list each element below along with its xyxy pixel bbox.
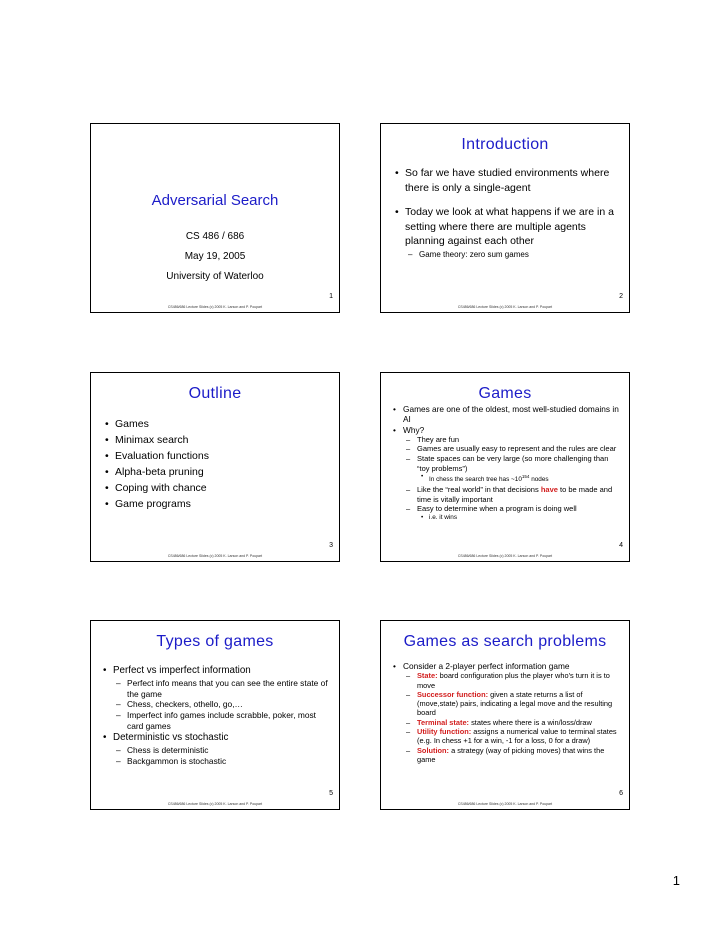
- slide-5-content: [103, 665, 329, 767]
- bullet: • Why?: [393, 425, 619, 435]
- sub-bullet: – Game theory: zero sum games: [395, 249, 619, 260]
- slide-footer: CS486/686 Lecture Slides (c) 2005 K. Larson and P. Poupart: [167, 554, 263, 558]
- slide-number: 3: [329, 542, 333, 549]
- outline-list: [105, 416, 329, 512]
- slide-3-title: Outline: [188, 385, 242, 402]
- slide-2-content: [395, 166, 619, 260]
- sub-bullet-solution: – Solution: a strategy (way of picking moves) that wins the game: [393, 746, 619, 765]
- outline-item: • Coping with chance: [105, 480, 329, 496]
- sub-bullet-utility: – Utility function: assigns a numerical value to terminal states (e.g. In chess +1 for a win, -1 for a loss, 0 for a draw): [393, 727, 619, 746]
- slide-footer: CS486/686 Lecture Slides (c) 2005 K. Larson and P. Poupart: [167, 305, 263, 309]
- slide-number: 4: [619, 542, 623, 549]
- slide-4-title: Games: [478, 385, 532, 402]
- sub-bullet: – Perfect info means that you can see the entire state of the game: [103, 678, 329, 700]
- sub-bullet-successor: – Successor function: given a state returns a list of (move,state) pairs, indicating a legal move and the resulting board: [393, 690, 619, 718]
- slide-footer: CS486/686 Lecture Slides (c) 2005 K. Larson and P. Poupart: [457, 554, 553, 558]
- sub-sub-bullet: • i.e. it wins: [393, 514, 619, 523]
- course-code: CS 486 / 686: [185, 231, 245, 242]
- slide-5-title: Types of games: [156, 633, 274, 650]
- page-number: 1: [672, 873, 680, 888]
- bullet: • Today we look at what happens if we are in a setting where there are multiple agents planning against each other: [395, 205, 619, 249]
- sub-bullet-state: – State: board configuration plus the player who's turn it is to move: [393, 671, 619, 690]
- sub-bullet: – Like the “real world” in that decisions have to be made and time is vitally important: [393, 485, 619, 504]
- outline-item: • Evaluation functions: [105, 448, 329, 464]
- sub-bullet: – Chess, checkers, othello, go,…: [103, 699, 329, 710]
- slide-footer: CS486/686 Lecture Slides (c) 2005 K. Larson and P. Poupart: [457, 305, 553, 309]
- outline-item: • Alpha-beta pruning: [105, 464, 329, 480]
- slide-2-title: Introduction: [461, 136, 549, 153]
- sub-bullet: – State spaces can be very large (so more challenging than “toy problems”): [393, 454, 619, 473]
- bullet: • Perfect vs imperfect information: [103, 665, 329, 678]
- bullet: • Games are one of the oldest, most well-studied domains in AI: [393, 404, 619, 425]
- outline-item: • Minimax search: [105, 432, 329, 448]
- slide-5: [90, 620, 340, 810]
- slide-number: 5: [329, 790, 333, 797]
- slide-4-content: [393, 404, 619, 522]
- sub-bullet: – Easy to determine when a program is doing well: [393, 504, 619, 514]
- slide-2: [380, 123, 630, 313]
- sub-bullet: – Imperfect info games include scrabble, poker, most card games: [103, 710, 329, 732]
- slide-footer: CS486/686 Lecture Slides (c) 2005 K. Larson and P. Poupart: [457, 802, 553, 806]
- university: University of Waterloo: [166, 271, 264, 282]
- lecture-date: May 19, 2005: [184, 251, 246, 262]
- slide-4: [380, 372, 630, 562]
- slide-1: [90, 123, 340, 313]
- outline-item: • Games: [105, 416, 329, 432]
- bullet: • So far we have studied environments where there is only a single-agent: [395, 166, 619, 195]
- bullet: • Deterministic vs stochastic: [103, 732, 329, 745]
- sub-bullet: – Games are usually easy to represent and the rules are clear: [393, 444, 619, 454]
- slide-6-title: Games as search problems: [403, 633, 607, 650]
- slide-6: [380, 620, 630, 810]
- slide-number: 2: [619, 293, 623, 300]
- slide-1-title: Adversarial Search: [151, 192, 279, 209]
- sub-bullet: – Chess is deterministic: [103, 745, 329, 756]
- sub-bullet: – Backgammon is stochastic: [103, 756, 329, 767]
- sub-bullet-terminal: – Terminal state: states where there is a win/loss/draw: [393, 718, 619, 727]
- slide-footer: CS486/686 Lecture Slides (c) 2005 K. Larson and P. Poupart: [167, 802, 263, 806]
- bullet: • Consider a 2-player perfect information game: [393, 661, 619, 671]
- sub-sub-bullet: • In chess the search tree has $\sim 10^{154}$ nodes: [393, 473, 619, 485]
- slide-3: [90, 372, 340, 562]
- sub-bullet: – They are fun: [393, 435, 619, 445]
- slide-number: 6: [619, 790, 623, 797]
- slide-6-content: [393, 661, 619, 764]
- outline-item: • Game programs: [105, 496, 329, 512]
- slide-number: 1: [329, 293, 333, 300]
